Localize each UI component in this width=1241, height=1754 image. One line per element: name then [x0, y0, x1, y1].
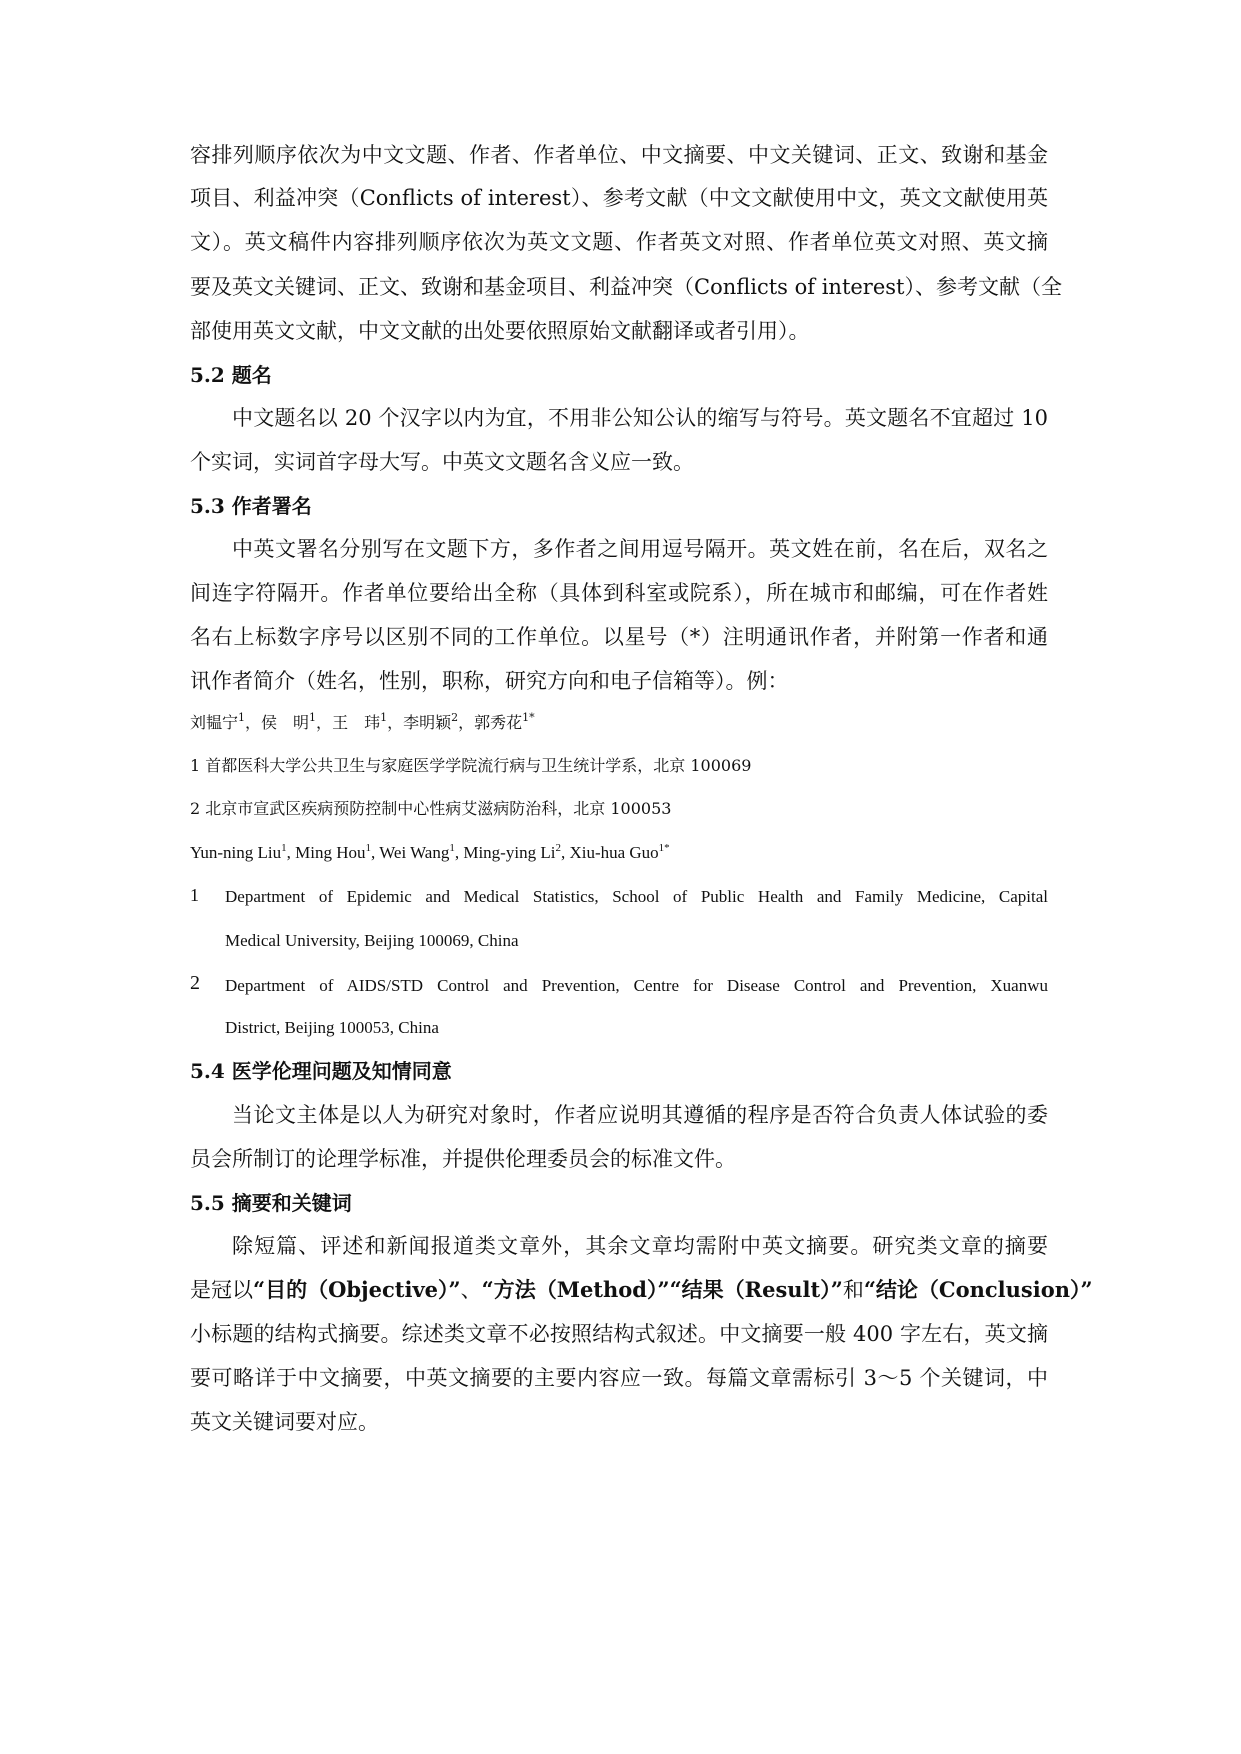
term-objective: “目的（Objective）” — [253, 1277, 461, 1302]
cn-author: 刘韫宁 — [190, 713, 239, 732]
intro-line-3: 文）。英文稿件内容排列顺序依次为英文文题、作者英文对照、作者单位英文对照、英文摘 — [190, 230, 1048, 254]
s55-line-1: 除短篇、评述和新闻报道类文章外，其余文章均需附中英文摘要。研究类文章的摘要 — [232, 1234, 1048, 1258]
intro-line-5: 部使用英文文献，中文文献的出处要依照原始文献翻译或者引用）。 — [190, 319, 810, 343]
cn-author: 侯 明 — [261, 713, 310, 732]
s55-line-2-and: 和 — [842, 1278, 864, 1302]
en-affiliation-2-number: 2 — [190, 972, 200, 994]
section-heading-5-2: 5.2 题名 — [190, 363, 272, 387]
cn-affiliation-1: 1 首都医科大学公共卫生与家庭医学学院流行病与卫生统计学系，北京 100069 — [190, 756, 752, 775]
s53-line-3: 名右上标数字序号以区别不同的工作单位。以星号（*）注明通讯作者，并附第一作者和通 — [190, 625, 1048, 649]
en-author-sup: 1 — [449, 842, 455, 854]
cn-author-sup: 1 — [309, 711, 317, 724]
s55-line-2-separator: 、 — [460, 1278, 482, 1302]
en-author-sup: 1 — [281, 842, 287, 854]
en-author: Yun-ning Liu — [190, 843, 282, 862]
section-heading-5-4: 5.4 医学伦理问题及知情同意 — [190, 1059, 452, 1083]
en-author-list: Yun-ning Liu$^1$, Ming Hou$^1$, Wei Wang$^1$, Ming-ying Li$^2$, Xiu-hua Guo$^{1*}$ — [190, 842, 670, 862]
intro-line-4: 要及英文关键词、正文、致谢和基金项目、利益冲突（Conflicts of interest）、参考文献（全 — [190, 275, 1062, 299]
section-heading-5-5: 5.5 摘要和关键词 — [190, 1191, 352, 1215]
intro-line-2: 项目、利益冲突（Conflicts of interest）、参考文献（中文文献使用中文，英文文献使用英 — [190, 186, 1048, 210]
term-conclusion: “结论（Conclusion）” — [863, 1277, 1093, 1302]
s53-line-1: 中英文署名分别写在文题下方，多作者之间用逗号隔开。英文姓在前，名在后，双名之 — [232, 537, 1048, 561]
section-heading-5-3: 5.3 作者署名 — [190, 494, 312, 518]
en-author-sup: 2 — [555, 842, 561, 854]
cn-author-sup: 1* — [522, 711, 535, 724]
s53-line-4: 讯作者简介（姓名，性别，职称，研究方向和电子信箱等）。例： — [190, 669, 789, 693]
cn-affiliation-2: 2 北京市宣武区疾病预防控制中心性病艾滋病防治科，北京 100053 — [190, 799, 672, 818]
s52-line-2: 个实词，实词首字母大写。中英文文题名含义应一致。 — [190, 450, 694, 474]
cn-author-sup: 2 — [451, 711, 459, 724]
s55-line-3: 小标题的结构式摘要。综述类文章不必按照结构式叙述。中文摘要一般 400 字左右，英文摘 — [190, 1322, 1048, 1346]
en-affiliation-1-line-1: Department of Epidemic and Medical Statistics, School of Public Health and Family Medicine, Capital — [225, 887, 1048, 906]
term-method: “方法（Method）” — [481, 1277, 670, 1302]
en-affiliation-2-line-1: Department of AIDS/STD Control and Prevention, Centre for Disease Control and Prevention, Xuanwu — [225, 976, 1048, 995]
s53-line-2: 间连字符隔开。作者单位要给出全称（具体到科室或院系），所在城市和邮编，可在作者姓 — [190, 581, 1048, 605]
cn-author: 李明颖 — [403, 713, 452, 732]
en-author-sup: 1* — [658, 842, 670, 854]
cn-author: 郭秀花 — [474, 713, 523, 732]
intro-line-1: 容排列顺序依次为中文文题、作者、作者单位、中文摘要、中文关键词、正文、致谢和基金 — [190, 143, 1048, 167]
s55-line-2-prefix: 是冠以 — [190, 1278, 253, 1302]
s52-line-1: 中文题名以 20 个汉字以内为宜，不用非公知公认的缩写与符号。英文题名不宜超过 10 — [232, 406, 1048, 430]
s54-line-1: 当论文主体是以人为研究对象时，作者应说明其遵循的程序是否符合负责人体试验的委 — [232, 1103, 1048, 1127]
en-author: Wei Wang — [379, 843, 450, 862]
cn-author: 王 玮 — [332, 713, 381, 732]
en-affiliation-1-number: 1 — [190, 885, 199, 905]
cn-author-list: 刘韫宁$^1$，侯 明$^1$，王 玮$^1$，李明颖$^2$，郭秀花$^{1*}$ — [190, 711, 535, 732]
en-author: Ming Hou — [295, 843, 366, 862]
s55-line-5: 英文关键词要对应。 — [190, 1410, 379, 1434]
cn-author-sup: 1 — [238, 711, 246, 724]
en-author: Xiu-hua Guo — [569, 843, 659, 862]
en-author-sup: 1 — [365, 842, 372, 854]
en-author: Ming-ying Li — [463, 843, 556, 862]
s55-line-4: 要可略详于中文摘要，中英文摘要的主要内容应一致。每篇文章需标引 3～5 个关键词，中 — [190, 1366, 1048, 1390]
s55-line-2 — [190, 1278, 1093, 1302]
s54-line-2: 员会所制订的论理学标准，并提供伦理委员会的标准文件。 — [190, 1147, 736, 1171]
term-result: “结果（Result）” — [669, 1277, 843, 1302]
en-affiliation-1-line-2: Medical University, Beijing 100069, China — [225, 931, 519, 950]
cn-author-sup: 1 — [380, 711, 388, 724]
en-affiliation-2-line-2: District, Beijing 100053, China — [225, 1018, 439, 1037]
